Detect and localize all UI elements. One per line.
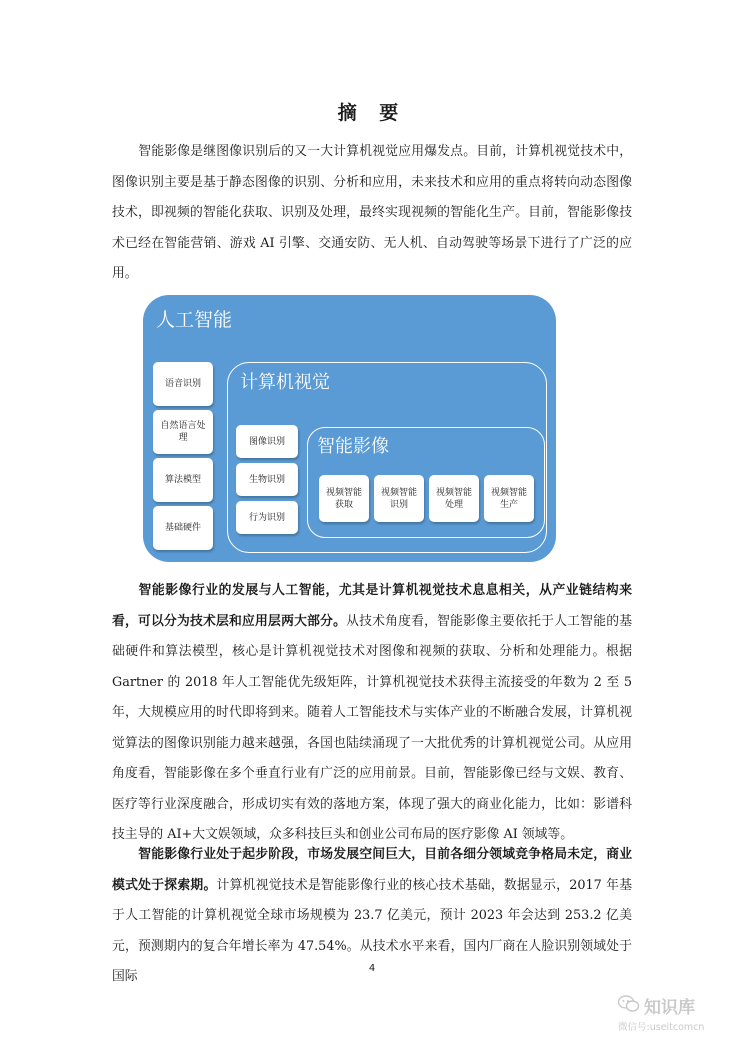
- paragraph-intro: [112, 137, 632, 290]
- cv-container: [227, 362, 547, 553]
- page-number: 4: [368, 963, 376, 974]
- ai-label: 人工智能: [156, 309, 233, 331]
- watermark-name: 知识库: [644, 998, 695, 1018]
- iv-box-recognize: 视频智能识别: [374, 475, 424, 522]
- paragraph-industry-bold: 智能影像行业的发展与人工智能，尤其是计算机视觉技术息息相关，从产业链结构来看，可以分为技术层和应用层两大部分。: [112, 583, 632, 629]
- ai-box-algorithm: 算法模型: [153, 458, 213, 502]
- cv-box-image: 图像识别: [236, 425, 298, 458]
- ai-box-hardware: 基础硬件: [153, 506, 213, 550]
- page-title: 摘 要: [337, 102, 407, 124]
- watermark: [618, 995, 726, 1035]
- ai-box-nlp: 自然语言处理: [153, 410, 213, 454]
- cv-box-behavior: 行为识别: [236, 501, 298, 534]
- iv-box-process: 视频智能处理: [429, 475, 479, 522]
- wechat-icon: [618, 995, 640, 1017]
- paragraph-market-bold: 智能影像行业处于起步阶段，市场发展空间巨大，目前各细分领域竞争格局未定，商业模式处于探索期。: [112, 847, 632, 893]
- cv-box-bio: 生物识别: [236, 463, 298, 496]
- watermark-sub: 微信号:useitcomcn: [618, 1022, 705, 1033]
- ai-box-speech: 语音识别: [153, 362, 213, 406]
- iv-label: 智能影像: [317, 436, 389, 457]
- iv-box-produce: 视频智能生产: [484, 475, 534, 522]
- diagram: [143, 295, 556, 562]
- cv-label: 计算机视觉: [240, 372, 330, 393]
- iv-container: [307, 427, 545, 538]
- paragraph-industry-text: 从技术角度看，智能影像主要依托于人工智能的基础硬件和算法模型，核心是计算机视觉技术对图像和视频的获取、分析和处理能力。根据 Gartner 的 2018 年人工智能优先级矩阵，计算机视觉技术获得主流接受的年数为 2 至 5 年，大规模应用的时代即将到来。随着人工智能技术与实体产业的不断融合发展，计算机视觉算法的图像识别能力越来越强，各国也陆续涌现了一大批优秀的计算机视觉公司。从应用角度看，智能影像在多个垂直行业有广泛的应用前景。目前，智能影像已经与文娱、教育、医疗等行业深度融合，形成切实有效的落地方案，体现了强大的商业化能力，比如：影谱科技主导的 AI+大文娱领域，众多科技巨头和创业公司布局的医疗影像 AI 领域等。: [112, 613, 633, 842]
- paragraph-industry: [112, 576, 632, 851]
- paragraph-market-text: 计算机视觉技术是智能影像行业的核心技术基础，数据显示，2017 年基于人工智能的计算机视觉全球市场规模为 23.7 亿美元，预计 2023 年会达到 253.2 亿美元，预测期内的复合年增长率为 47.54%。从技术水平来看，国内厂商在人脸识别领域处于国际: [112, 877, 632, 984]
- paragraph-intro-text: 智能影像是继图像识别后的又一大计算机视觉应用爆发点。目前，计算机视觉技术中，图像识别主要是基于静态图像的识别、分析和应用，未来技术和应用的重点将转向动态图像技术，即视频的智能化获取、识别及处理，最终实现视频的智能化生产。目前，智能影像技术已经在智能营销、游戏 AI 引擎、交通安防、无人机、自动驾驶等场景下进行了广泛的应用。: [112, 144, 632, 281]
- iv-box-acquire: 视频智能获取: [319, 475, 369, 522]
